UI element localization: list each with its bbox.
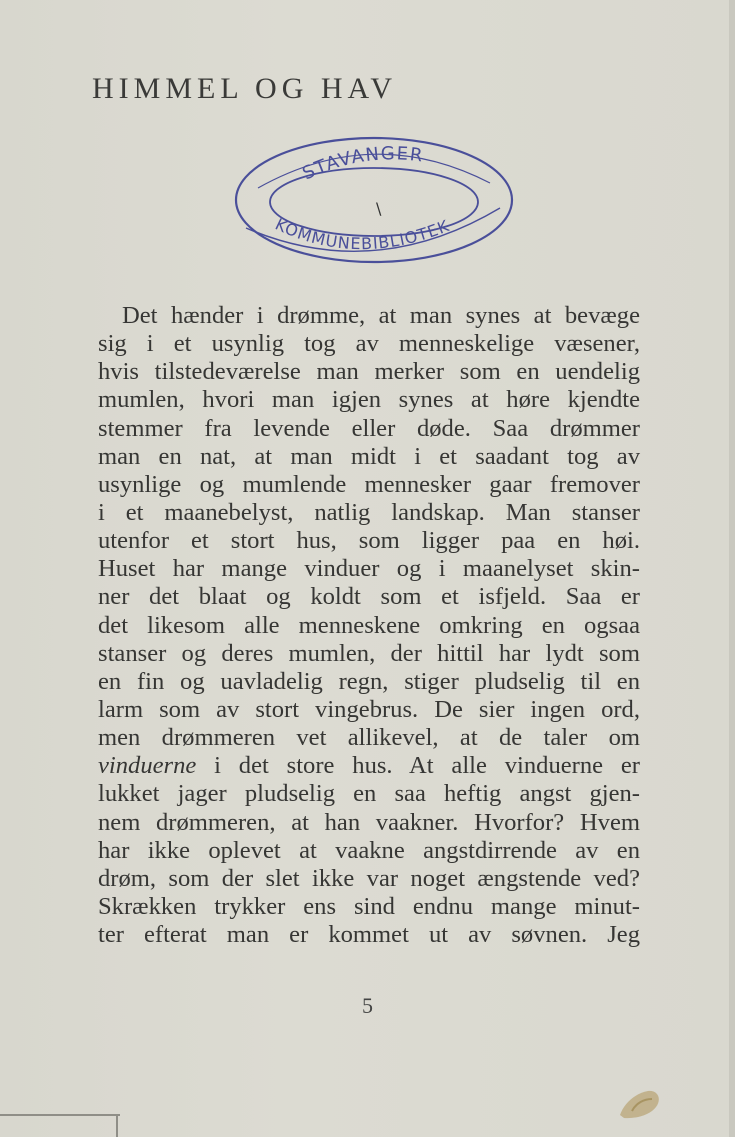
- text-line: vinduerne i det store hus. At alle vinduerne er: [98, 752, 640, 780]
- text-line: stemmer fra levende eller døde. Saa drømmer: [98, 414, 640, 442]
- text-line: man en nat, at man midt i et saadant tog av: [98, 442, 640, 470]
- text-line: en fin og uavladelig regn, stiger pludselig til en: [98, 667, 640, 695]
- text-line: Huset har mange vinduer og i maanelyset skin-: [98, 555, 640, 583]
- text-line: i et maanebelyst, natlig landskap. Man stanser: [98, 498, 640, 526]
- text-line: utenfor et stort hus, som ligger paa en høi.: [98, 527, 640, 555]
- corner-tick: [116, 1114, 118, 1137]
- text-line: men drømmeren vet allikevel, at de taler om: [98, 724, 640, 752]
- text-line: ner det blaat og koldt som et isfjeld. Saa er: [98, 583, 640, 611]
- text-line: lukket jager pludselig en saa heftig angst gjen-: [98, 780, 640, 808]
- italic-word: vinduerne: [98, 752, 197, 780]
- text-line: mumlen, hvori man igjen synes at høre kjendte: [98, 386, 640, 414]
- text-line: det likesom alle menneskene omkring en ogsaa: [98, 611, 640, 639]
- text-line: drøm, som der slet ikke var noget ængstende ved?: [98, 864, 640, 892]
- text-line: Det hænder i drømme, at man synes at bevæge: [122, 302, 640, 329]
- text-line: hvis tilstedeværelse man merker som en uendelig: [98, 358, 640, 386]
- text-line: larm som av stort vingebrus. De sier ingen ord,: [98, 695, 640, 723]
- text-line: Skrækken trykker ens sind endnu mange minut-: [98, 892, 640, 920]
- ink-smudge: [614, 1085, 664, 1121]
- running-header: HIMMEL OG HAV: [92, 72, 397, 105]
- text-line: har ikke oplevet at vaakne angstdirrende av en: [98, 836, 640, 864]
- page-number: 5: [362, 993, 373, 1018]
- text-line: nem drømmeren, at han vaakner. Hvorfor? Hvem: [98, 808, 640, 836]
- stamp-bottom-text: KOMMUNEBIBLIOTEK: [272, 214, 453, 254]
- text-line: usynlige og mumlende mennesker gaar fremover: [98, 470, 640, 498]
- corner-rule: [0, 1114, 120, 1116]
- text-line: stanser og deres mumlen, der hittil har lydt som: [98, 639, 640, 667]
- text-line: sig i et usynlig tog av menneskelige væsener,: [98, 330, 640, 358]
- text-line: ter efterat man er kommet ut av søvnen. Jeg: [98, 921, 640, 949]
- page-edge: [729, 0, 735, 1137]
- library-stamp: [228, 128, 518, 273]
- stamp-top-text: STAVANGER: [299, 143, 426, 185]
- stamp-center-mark: \: [376, 199, 382, 218]
- body-text: [98, 302, 640, 949]
